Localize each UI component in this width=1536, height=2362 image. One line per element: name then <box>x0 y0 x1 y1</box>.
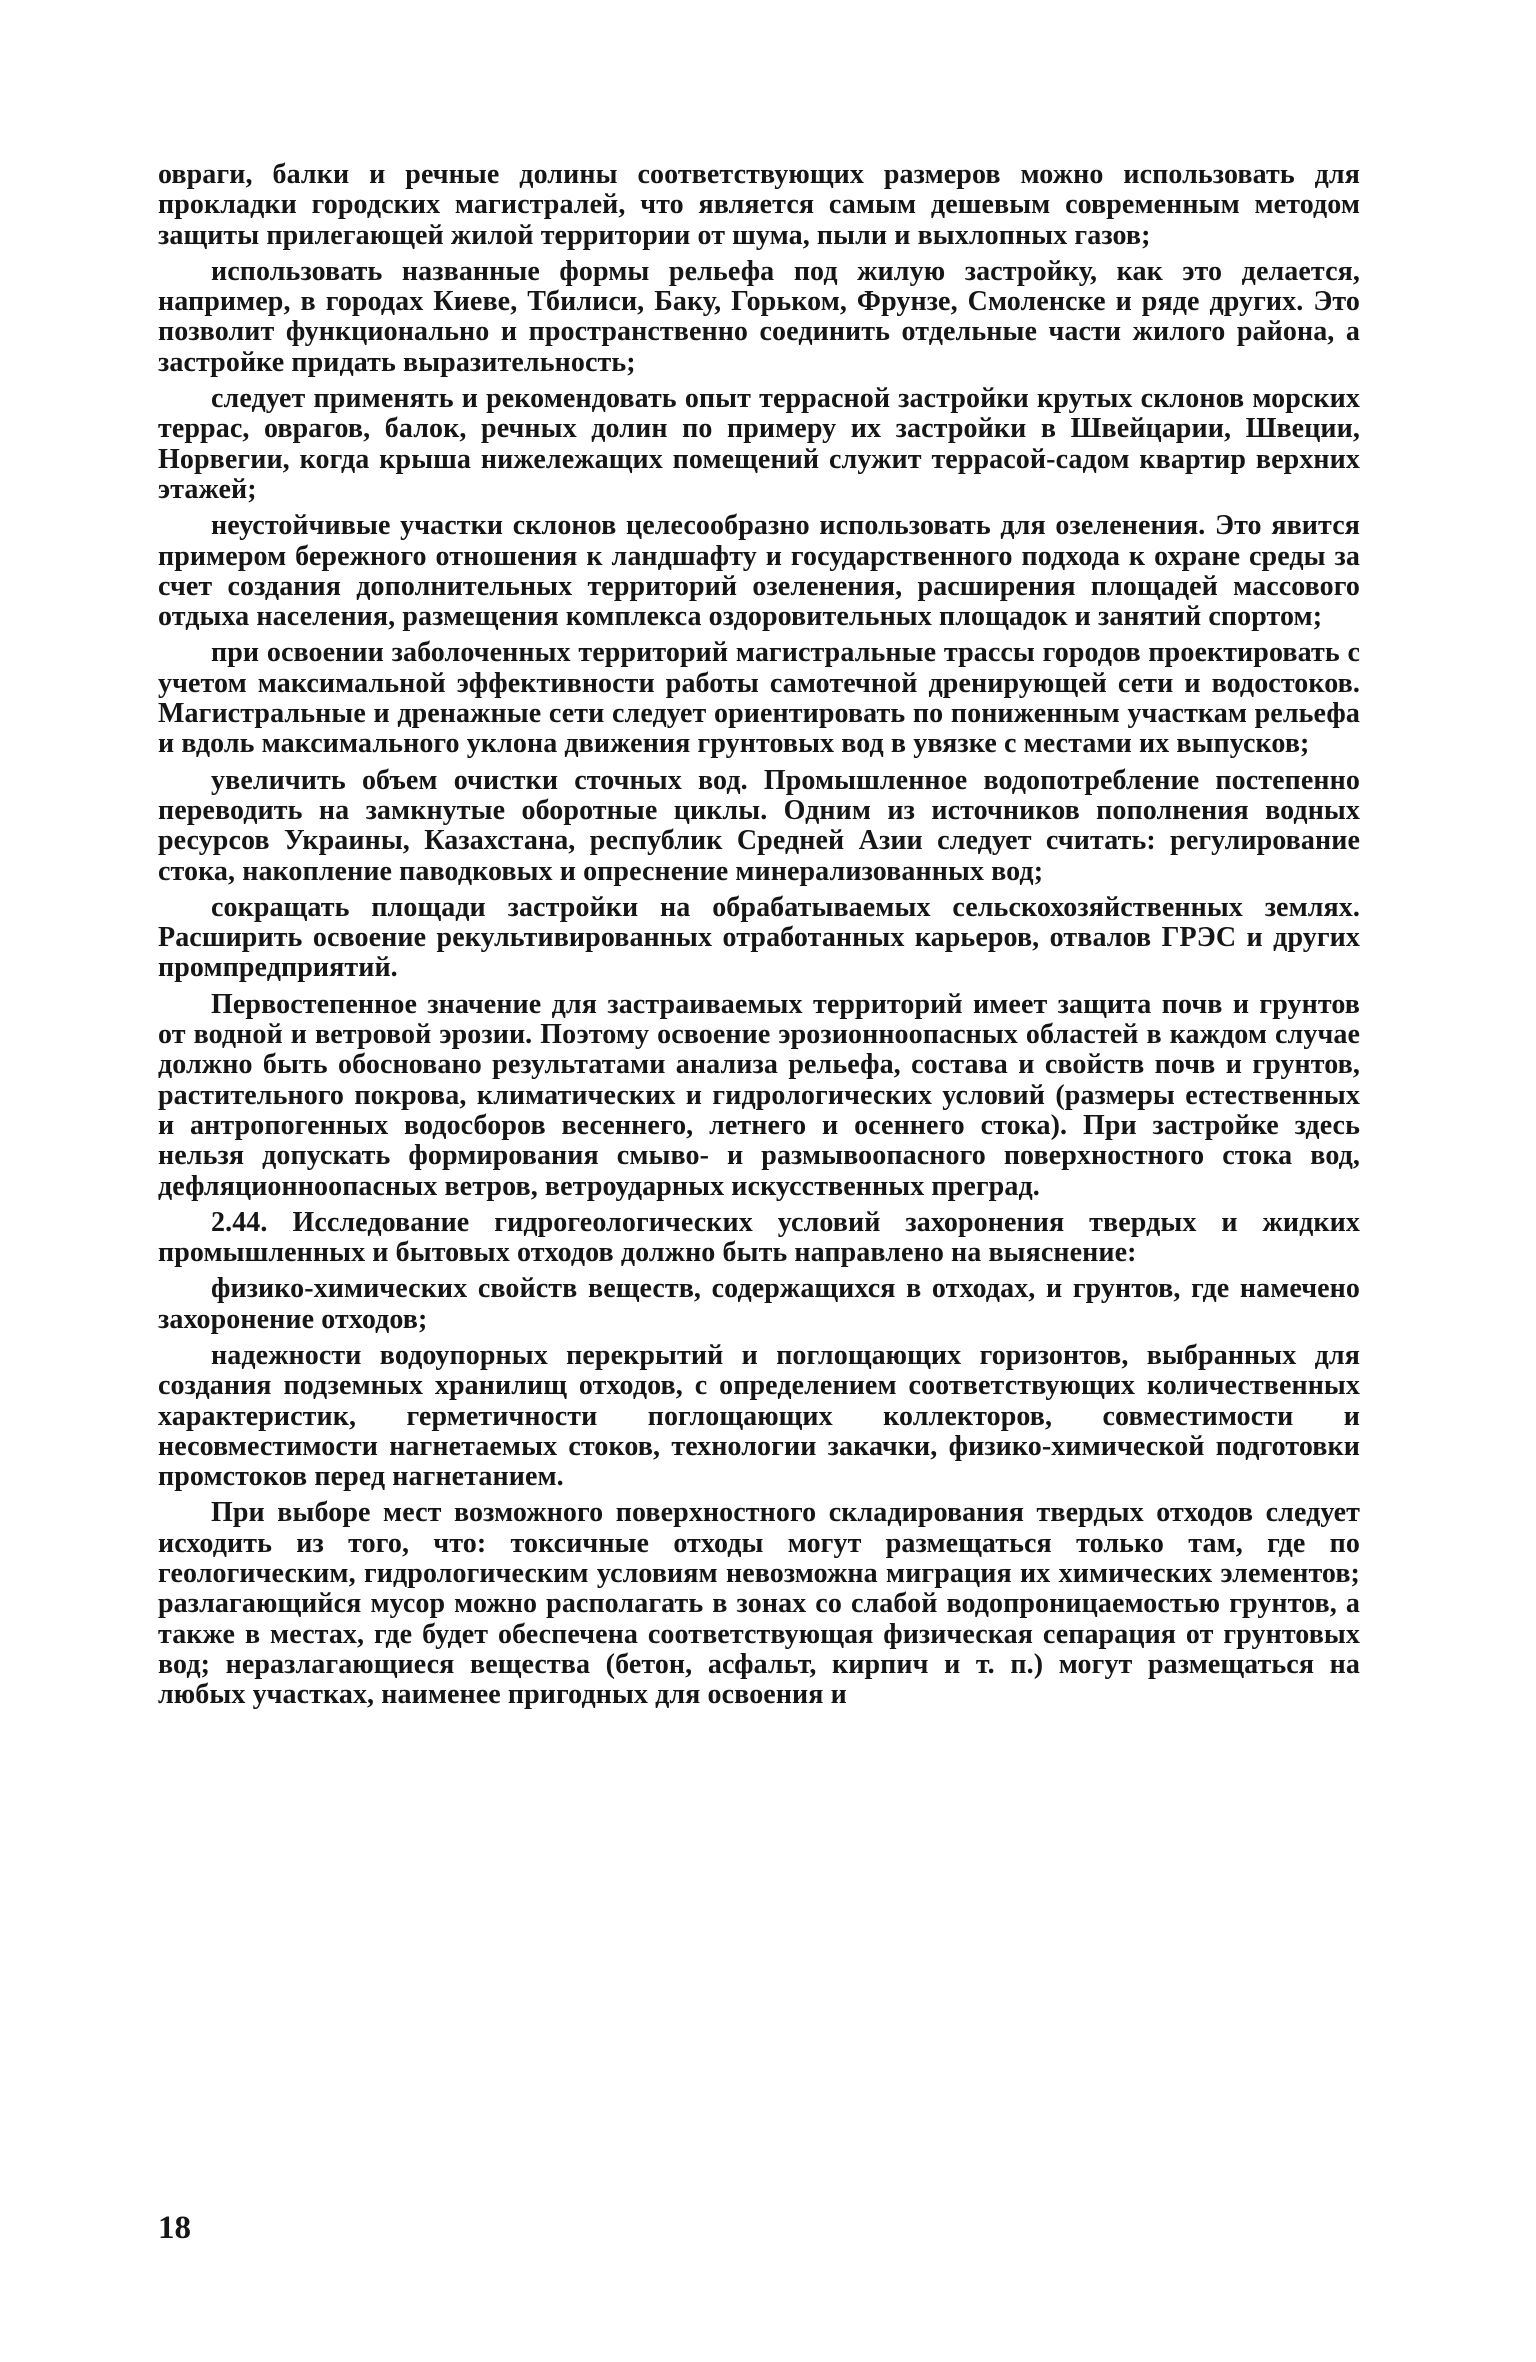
page-number: 18 <box>158 2210 191 2246</box>
paragraph-10: физико-химических свойств веществ, содержащихся в отходах, и грунтов, где намечено захоронение отходов; <box>158 1273 1360 1335</box>
paragraph-2: использовать названные формы рельефа под жилую застройку, как это делается, например, в городах Киеве, Тбилиси, Баку, Горьком, Фрунзе, Смоленске и ряде других. Это позволит функционально и пространственно соединить отдельные части жилого района, а застройке придать выразительность; <box>158 255 1360 378</box>
paragraph-11: надежности водоупорных перекрытий и поглощающих горизонтов, выбранных для создания подземных хранилищ отходов, с определением соответствующих количественных характеристик, герметичности поглощающих коллекторов, совместимости и несовместимости нагнетаемых стоков, технологии закачки, физико-химической подготовки промстоков перед нагнетанием. <box>158 1339 1360 1493</box>
paragraph-6: увеличить объем очистки сточных вод. Промышленное водопотребление постепенно переводить на замкнутые оборотные циклы. Одним из источников пополнения водных ресурсов Украины, Казахстана, республик Средней Азии следует считать: регулирование стока, накопление паводковых и опреснение минерализованных вод; <box>158 764 1360 887</box>
paragraph-7: сокращать площади застройки на обрабатываемых сельскохозяйственных землях. Расширить освоение рекультивированных отработанных карьеров, отвалов ГРЭС и других промпредприятий. <box>158 891 1360 984</box>
paragraph-3: следует применять и рекомендовать опыт террасной застройки крутых склонов морских террас, оврагов, балок, речных долин по примеру их застройки в Швейцарии, Швеции, Норвегии, когда крыша нижележащих помещений служит террасой-садом квартир верхних этажей; <box>158 383 1360 505</box>
paragraph-1: овраги, балки и речные долины соответствующих размеров можно использовать для прокладки городских магистралей, что является самым дешевым современным методом защиты прилегающей жилой территории от шума, пыли и выхлопных газов; <box>158 159 1360 251</box>
page-body <box>158 160 1360 2340</box>
paragraph-9: 2.44. Исследование гидрогеологических условий захоронения твердых и жидких промышленных и бытовых отходов должно быть направлено на выяснение: <box>158 1206 1360 1269</box>
paragraph-4: неустойчивые участки склонов целесообразно использовать для озеленения. Это явится примером бережного отношения к ландшафту и государственного подхода к охране среды за счет создания дополнительных территорий озеленения, расширения площадей массового отдыха населения, размещения комплекса оздоровительных площадок и занятий спортом; <box>158 510 1360 633</box>
paragraph-5: при освоении заболоченных территорий магистральные трассы городов проектировать с учетом максимальной эффективности работы самотечной дренирующей сети и водостоков. Магистральные и дренажные сети следует ориентировать по пониженным участкам рельефа и вдоль максимального уклона движения грунтовых вод в увязке с местами их выпусков; <box>158 637 1360 760</box>
paragraph-12: При выборе мест возможного поверхностного складирования твердых отходов следует исходить из того, что: токсичные отходы могут размещаться только там, где по геологическим, гидрологическим условиям невозможна миграция их химических элементов; разлагающийся мусор можно располагать в зонах со слабой водопроницаемостью грунтов, а также в местах, где будет обеспечена соответствующая физическая сепарация от грунтовых вод; неразлагающиеся вещества (бетон, асфальт, кирпич и т. п.) могут размещаться на любых участках, наименее пригодных для освоения и <box>158 1497 1360 1711</box>
paragraph-8: Первостепенное значение для застраиваемых территорий имеет защита почв и грунтов от водной и ветровой эрозии. Поэтому освоение эрозионноопасных областей в каждом случае должно быть обосновано результатами анализа рельефа, состава и свойств почв и грунтов, растительного покрова, климатических и гидрологических условий (размеры естественных и антропогенных водосборов весеннего, летнего и осеннего стока). При застройке здесь нельзя допускать формирования смыво- и размывоопасного поверхностного стока вод, дефляционноопасных ветров, ветроударных искусственных преград. <box>158 988 1360 1202</box>
